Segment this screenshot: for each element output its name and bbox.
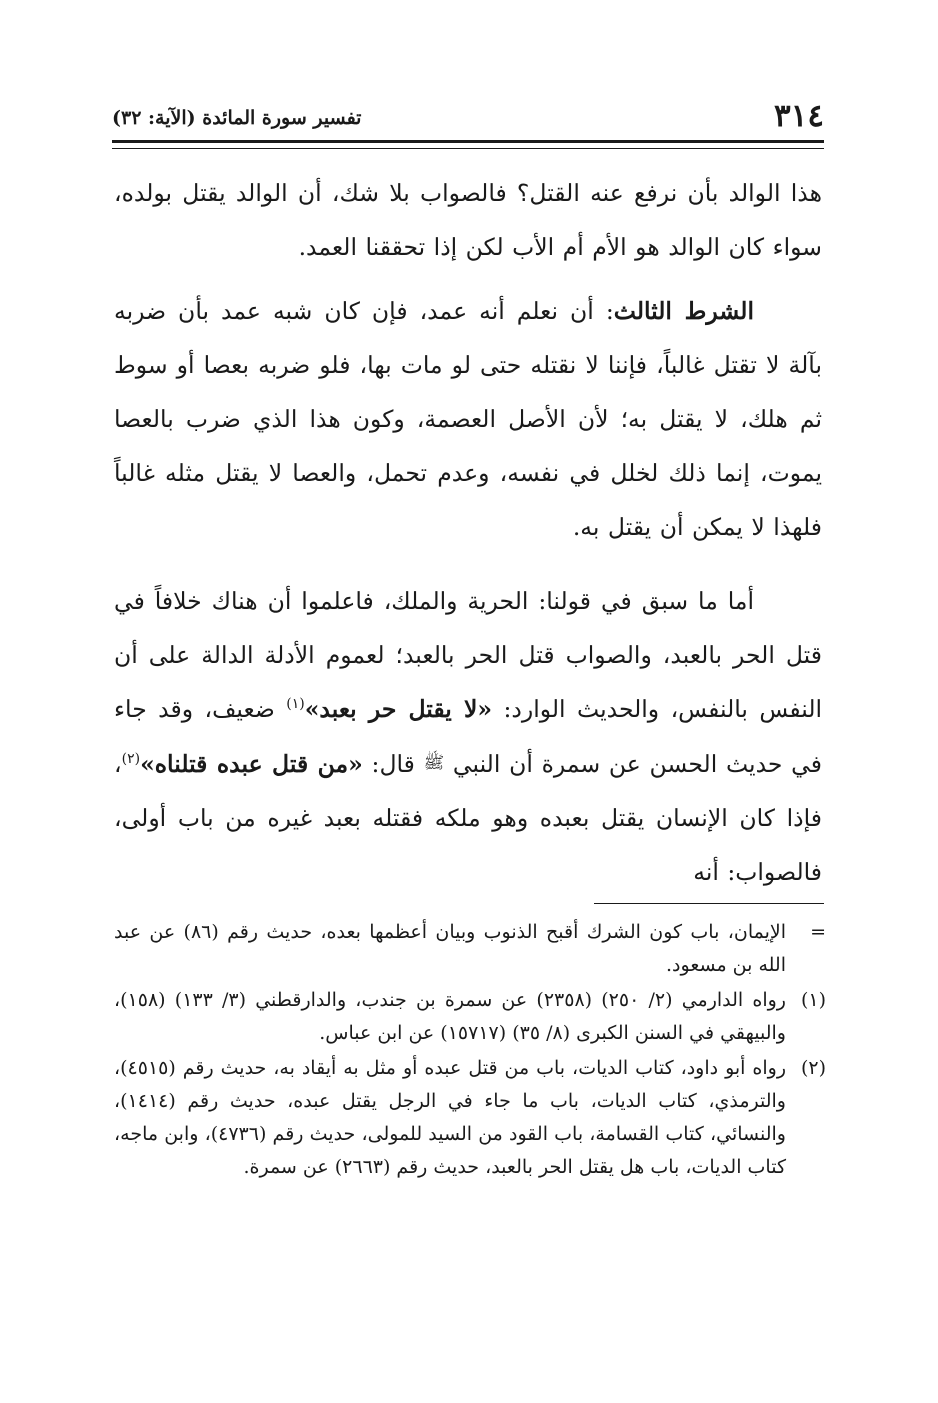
footnote-marker: (٢) [800,1057,826,1079]
footnotes [114,916,826,1186]
footnote-1 [114,984,826,1050]
footnote-ref-2[interactable]: (٢) [121,751,141,768]
footnote-marker: = [810,921,826,943]
paragraph-3 [114,574,822,899]
footnote-text: الإيمان، باب كون الشرك أقبح الذنوب وبيان أعظمها بعده، حديث رقم (٨٦) عن عبد الله بن مسعود. [114,921,786,976]
footnote-separator [594,903,824,904]
salawat-glyph: ﷺ [423,753,445,773]
page-number: ٣١٤ [774,98,824,134]
running-title: تفسير سورة المائدة (الآية: ٣٢) [112,107,362,129]
paragraph-3-part-c: قال: [362,750,424,778]
hadith-quote-1: «لا يقتل حر بعبد» [304,695,493,723]
paragraph-1: هذا الوالد بأن نرفع عنه القتل؟ فالصواب بلا شك، أن الوالد يقتل بولده، سواء كان الوالد هو الأم أم الأب لكن إذا تحققنا العمد. [114,179,822,261]
running-header [112,88,824,132]
footnote-ref-1[interactable]: (١) [286,696,305,713]
paragraph-2-text: : أن نعلم أنه عمد، فإن كان شبه عمد بأن ضربه بآلة لا تقتل غالباً، فإننا لا نقتله حتى لو مات بها، فلو ضربه بعصا أو سوط ثم هلك، لا يقتل به؛ لأن الأصل العصمة، وكون هذا الذي ضرب بالعصا يموت، إنما ذلك لخلل في نفسه، وعدم تحمل، والعصا لا يقتل مثله غالباً فلهذا لا يمكن أن يقتل به. [114,297,822,541]
header-rule-thin [112,148,824,149]
paragraph-3-part-d: ، فإذا كان الإنسان يقتل بعبده وهو ملكه فقتله بعبد غيره من باب أولى، فالصواب: أنه [114,750,822,886]
footnote-text: رواه الدارمي (٢/ ٢٥٠) (٢٣٥٨) عن سمرة بن جندب، والدارقطني (٣/ ١٣٣) (١٥٨)، والبيهقي في السنن الكبرى (٨/ ٣٥) (١٥٧١٧) عن ابن عباس. [114,989,786,1044]
footnote-marker: (١) [800,989,826,1011]
paragraph-3-part-b: ضعيف، وقد جاء في حديث الحسن عن سمرة أن النبي [114,695,823,778]
footnote-continued [114,916,826,982]
header-rule-thick [112,140,824,143]
hadith-quote-2: «من قتل عبده قتلناه» [140,750,363,778]
paragraph-2 [114,284,822,554]
footnote-2 [114,1052,826,1184]
footnote-text: رواه أبو داود، كتاب الديات، باب من قتل عبده أو مثل به أيقاد به، حديث رقم (٤٥١٥)، والترمذي، كتاب الديات، باب ما جاء في الرجل يقتل عبده، حديث رقم (١٤١٤)، والنسائي، كتاب القسامة، باب القود من السيد للمولى، حديث رقم (٤٧٣٦)، وابن ماجه، كتاب الديات، باب هل يقتل الحر بالعبد، حديث رقم (٢٦٦٣) عن سمرة. [114,1057,786,1178]
third-condition-heading: الشرط الثالث [613,297,755,325]
paragraph-3-part-a: أما ما سبق في قولنا: الحرية والملك، فاعلموا أن هناك خلافاً في قتل الحر بالعبد، والصواب قتل الحر بالعبد؛ لعموم الأدلة الدالة على أن النفس بالنفس، والحديث الوارد: [114,587,823,723]
main-text [114,166,822,899]
